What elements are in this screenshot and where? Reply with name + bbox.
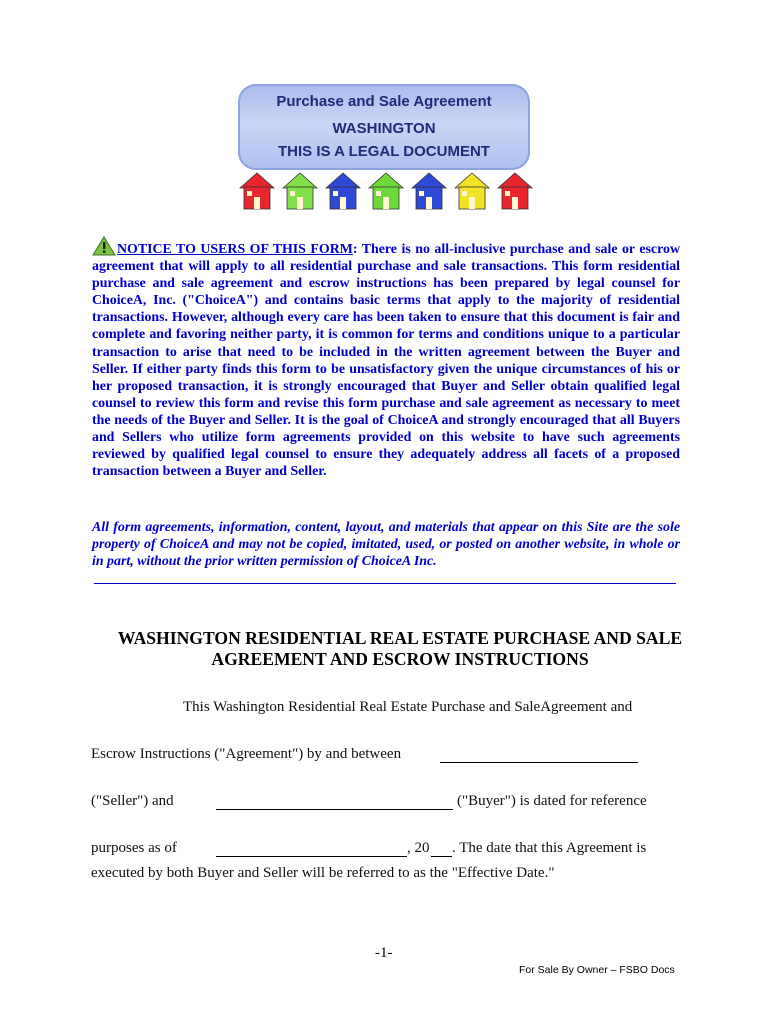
body-line-5: executed by both Buyer and Seller will be referred to as the "Effective Date." <box>91 865 555 881</box>
warning-icon <box>92 236 116 256</box>
document-title-line-1: WASHINGTON RESIDENTIAL REAL ESTATE PURCHASE AND SALE <box>117 628 683 648</box>
notice-paragraph <box>92 236 680 480</box>
houses-illustration <box>236 170 538 214</box>
body-line-1: This Washington Residential Real Estate Purchase and SaleAgreement and <box>183 699 633 715</box>
body-line-4b: , 20 <box>407 840 430 856</box>
page-number: -1- <box>375 945 393 961</box>
date-blank[interactable] <box>216 843 407 857</box>
copyright-notice: All form agreements, information, content, layout, and materials that appear on this Site are the sole property of ChoiceA and may not be copied, imitated, used, or posted on another website, in whole or in part, without the prior written permission of ChoiceA Inc. <box>92 520 680 570</box>
body-line-3a: ("Seller") and <box>91 793 174 809</box>
year-blank[interactable] <box>431 843 452 857</box>
house-icon <box>326 173 360 209</box>
document-title-line-2: AGREEMENT AND ESCROW INSTRUCTIONS <box>211 649 589 669</box>
divider <box>94 583 676 584</box>
logo-banner <box>238 84 530 170</box>
footer-text: For Sale By Owner – FSBO Docs <box>519 964 675 976</box>
notice-title: NOTICE TO USERS OF THIS FORM <box>117 242 353 257</box>
body-line-3b: ("Buyer") is dated for reference <box>457 793 647 809</box>
house-icon <box>412 173 446 209</box>
logo-state: WASHINGTON <box>332 120 436 137</box>
logo-legal-document: THIS IS A LEGAL DOCUMENT <box>278 143 490 160</box>
house-icon <box>455 173 489 209</box>
document-title <box>60 628 740 670</box>
party-blank-1[interactable] <box>440 749 638 763</box>
notice-body: : There is no all-inclusive purchase and sale or escrow agreement that will apply to all residential purchase and sale transactions. This form residential purchase and sale agreement and escrow instructions has been prepared by legal counsel for ChoiceA, Inc. ("ChoiceA") and contains basic terms that apply to the majority of residential transactions. However, although every care has been taken to ensure that this document is fair and complete and favoring neither party, it is common for terms and conditions unique to a particular transaction to arise that need to be included in the written agreement between the Buyer and Seller. If either party finds this form to be unsatisfactory given the unique circumstances of his or her proposed transaction, it is strongly encouraged that Buyer and Seller obtain qualified legal counsel to review this form and revise this form purchase and sale agreement as necessary to meet the needs of the Buyer and Seller. It is the goal of ChoiceA and strongly encouraged that all Buyers and Sellers who utilize form agreements provided on this website to have such agreements reviewed by qualified legal counsel to ensure they adequately address all facets of a proposed transaction between a Buyer and Seller. <box>92 242 680 480</box>
body-line-4a: purposes as of <box>91 840 177 856</box>
house-icon <box>498 173 532 209</box>
body-line-2: Escrow Instructions ("Agreement") by and between <box>91 746 402 762</box>
body-line-4c: . The date that this Agreement is <box>452 840 647 856</box>
logo-title: Purchase and Sale Agreement <box>276 93 492 110</box>
house-icon <box>369 173 403 209</box>
party-blank-2[interactable] <box>216 796 453 810</box>
house-icon <box>283 173 317 209</box>
house-icon <box>240 173 274 209</box>
